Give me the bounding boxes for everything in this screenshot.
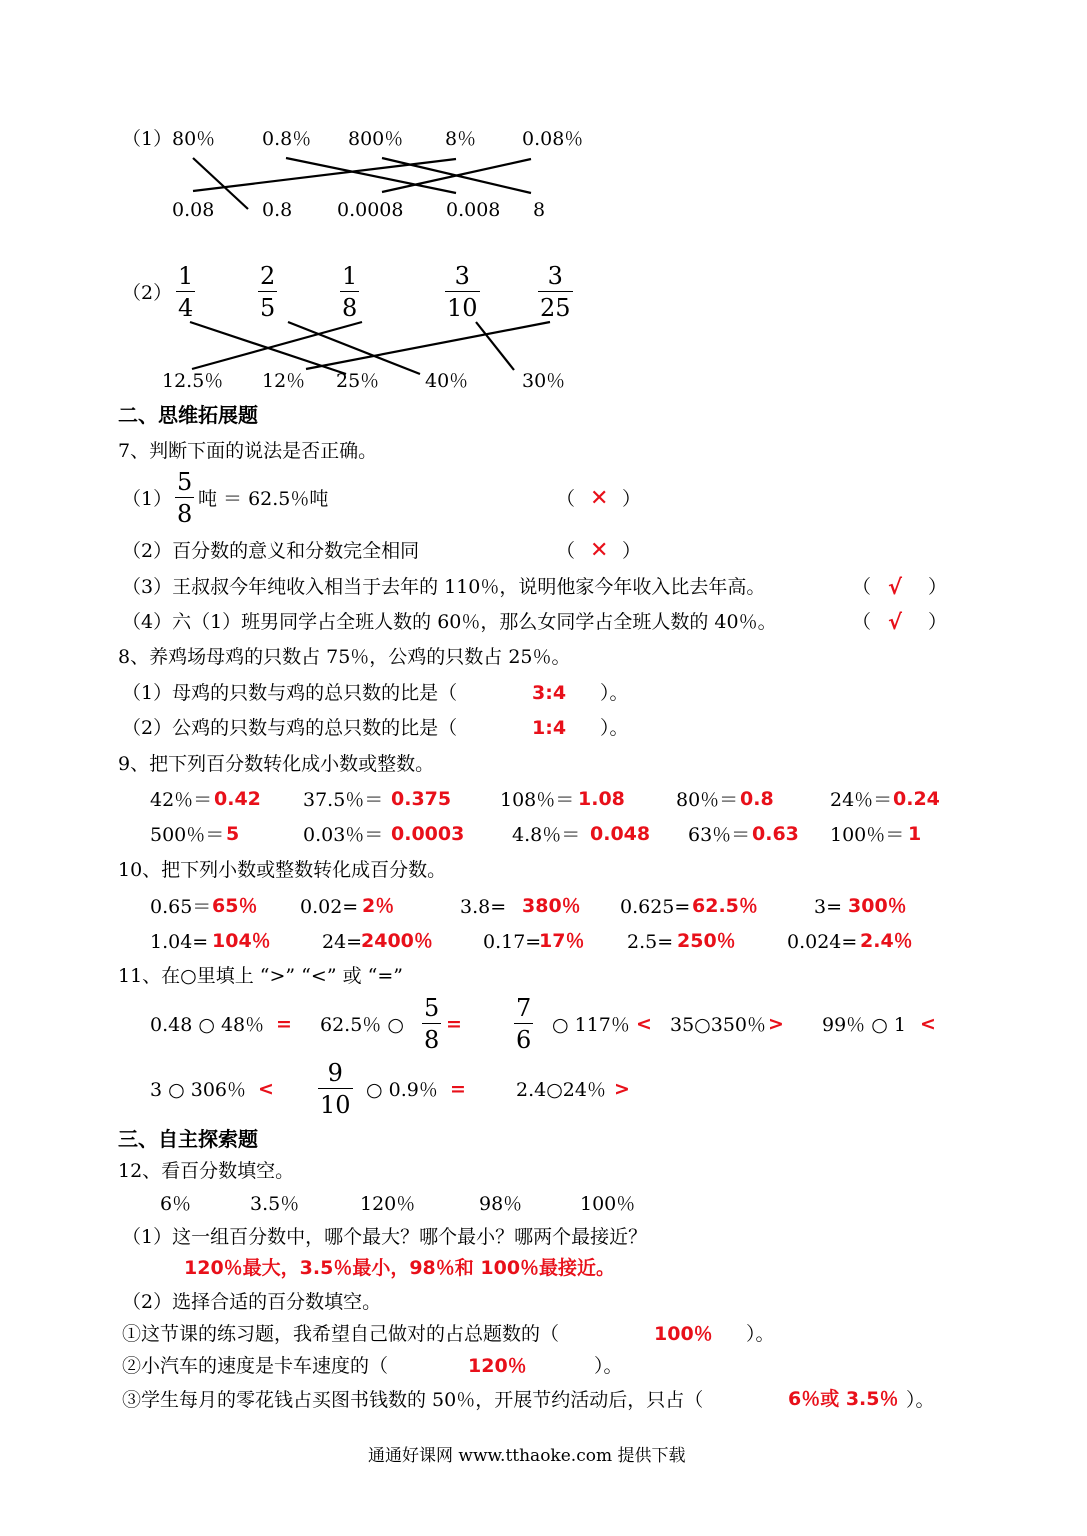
q7-item3-lparen: （ (852, 576, 872, 598)
match2-bottom-2: 12％ (262, 370, 306, 392)
match1-bottom-1: 0.08 (172, 199, 215, 221)
q11-c6: 3 ○ 306％ (150, 1079, 247, 1101)
q7-item1-label: （1） (122, 488, 173, 510)
match2-label: （2） (122, 282, 173, 304)
q8-item1-close: ）。 (600, 682, 629, 704)
match1-label: （1） (122, 128, 173, 150)
match1-bottom-5: 8 (533, 199, 546, 221)
footer-text: 通通好课网 www.tthaoke.com 提供下载 (368, 1446, 686, 1466)
q12-s3-text: ③学生每月的零花钱占买图书钱数的 50％，开展节约活动后，只占（ (122, 1389, 704, 1411)
q9-r1-5-answer: 0.24 (893, 788, 940, 810)
q11-c1: 0.48 ○ 48％ (150, 1014, 265, 1036)
q10-r2-4-answer: 250％ (677, 930, 736, 952)
q9-r1-3: 108％＝ (500, 789, 575, 811)
q11-c5: 99％ ○ 1 (822, 1014, 906, 1036)
q10-r1-5-answer: 300％ (848, 895, 907, 917)
match2-fraction-4: 3 10 (447, 262, 478, 322)
match2-fraction-5: 3 25 (540, 262, 571, 322)
q8-item1-text: （1）母鸡的只数与鸡的总只数的比是（ (122, 682, 458, 704)
match1-bottom-2: 0.8 (262, 199, 293, 221)
match2-bottom-3: 25％ (336, 370, 380, 392)
match2-bottom-5: 30％ (522, 370, 566, 392)
match2-bottom-1: 12.5％ (162, 370, 224, 392)
q10-r1-1-answer: 65％ (212, 895, 258, 917)
q7-item1-rparen: ） (622, 488, 642, 510)
match1-bottom-3: 0.0008 (337, 199, 404, 221)
q12-part2: （2）选择合适的百分数填空。 (122, 1291, 382, 1313)
q12-value-4: 98％ (479, 1193, 523, 1215)
match1-bottom-4: 0.008 (446, 199, 501, 221)
q7-item4-text: （4）六（1）班男同学占全班人数的 60％，那么女同学占全班人数的 40％。 (122, 611, 777, 633)
q11-c2-answer: = (446, 1013, 462, 1035)
q9-r1-4-answer: 0.8 (740, 788, 774, 810)
q7-item2-lparen: （ (556, 540, 576, 562)
q7-item1-answer-cross-icon: ✕ (590, 486, 609, 511)
q11-c7: ○ 0.9％ (366, 1079, 438, 1101)
q7-item4-answer-check-icon: √ (888, 610, 903, 634)
q10-r2-3-answer: 17％ (539, 930, 585, 952)
q11-title: 11、在○里填上 “>” “<” 或 “=” (118, 965, 403, 987)
q9-r1-4: 80％＝ (676, 789, 739, 811)
q7-item4-rparen: ） (928, 611, 948, 633)
q10-r2-5: 0.024= (787, 931, 858, 953)
q7-item2-text: （2）百分数的意义和分数完全相同 (122, 540, 420, 562)
q10-r2-2-answer: 2400％ (361, 930, 433, 952)
q12-s3-answer: 6％或 3.5％ (788, 1388, 899, 1410)
q11-c8: 2.4○24％ (516, 1079, 606, 1101)
section3-heading: 三、自主探索题 (118, 1127, 258, 1151)
q7-item3-text: （3）王叔叔今年纯收入相当于去年的 110％，说明他家今年收入比去年高。 (122, 576, 766, 598)
match1-top-4: 8％ (445, 128, 477, 150)
q11-c5-answer: < (920, 1013, 936, 1035)
q11-c3-answer: < (636, 1013, 652, 1035)
q10-r1-4: 0.625= (620, 896, 691, 918)
q11-c1-answer: = (276, 1013, 292, 1035)
match1-top-5: 0.08％ (522, 128, 584, 150)
q9-r1-3-answer: 1.08 (578, 788, 625, 810)
q7-title: 7、判断下面的说法是否正确。 (118, 440, 378, 462)
q11-c4: 35○350％ (670, 1014, 767, 1036)
q9-r2-3-answer: 0.048 (590, 823, 651, 845)
q11-c3-fraction: 7 6 (516, 994, 532, 1054)
q12-s2-answer: 120％ (468, 1355, 527, 1377)
match2-bottom-4: 40％ (425, 370, 469, 392)
q9-r1-5: 24％＝ (830, 789, 893, 811)
q10-r2-1: 1.04= (150, 931, 209, 953)
section2-heading: 二、思维拓展题 (118, 403, 258, 427)
match1-top-1: 80％ (172, 128, 216, 150)
q10-r2-2: 24= (322, 931, 363, 953)
q7-item4-lparen: （ (852, 611, 872, 633)
q12-value-3: 120％ (360, 1193, 416, 1215)
q12-part1-answer: 120％最大，3.5％最小，98％和 100％最接近。 (184, 1257, 616, 1279)
q12-s2-text: ②小汽车的速度是卡车速度的（ (122, 1355, 389, 1377)
q10-r1-2: 0.02= (300, 896, 359, 918)
q9-r1-1-answer: 0.42 (214, 788, 261, 810)
match2-fraction-1: 1 4 (178, 262, 194, 322)
q7-item1-text: 吨 ＝ 62.5％吨 (198, 488, 329, 510)
q10-r1-5: 3= (814, 896, 843, 918)
q9-r2-5-answer: 1 (908, 823, 922, 845)
q7-item1-lparen: （ (556, 488, 576, 510)
q9-r2-2: 0.03％＝ (303, 824, 384, 846)
q10-r2-4: 2.5= (627, 931, 674, 953)
q12-value-5: 100％ (580, 1193, 636, 1215)
q10-r1-3-answer: 380％ (522, 895, 581, 917)
q8-item2-close: ）。 (600, 717, 629, 739)
q12-s1-text: ①这节课的练习题，我希望自己做对的占总题数的（ (122, 1323, 560, 1345)
q11-c8-answer: > (614, 1078, 630, 1100)
q8-item1-answer: 3:4 (532, 682, 567, 704)
match2-fraction-2: 2 5 (260, 262, 276, 322)
q10-r1-2-answer: 2％ (362, 895, 395, 917)
q7-item3-rparen: ） (928, 576, 948, 598)
q9-r2-5: 100％＝ (830, 824, 905, 846)
q9-r1-1: 42％＝ (150, 789, 213, 811)
q12-s1-answer: 100％ (654, 1323, 713, 1345)
match2-fraction-3: 1 8 (342, 262, 358, 322)
q7-item3-answer-check-icon: √ (888, 575, 903, 599)
q10-r1-1: 0.65＝ (150, 896, 212, 918)
q9-title: 9、把下列百分数转化成小数或整数。 (118, 753, 435, 775)
q12-s1-close: ）。 (746, 1323, 775, 1345)
q11-c4-answer: > (768, 1013, 784, 1035)
q9-r2-2-answer: 0.0003 (391, 823, 465, 845)
q7-item1-fraction: 5 8 (177, 468, 193, 528)
q12-part1: （1）这一组百分数中，哪个最大？哪个最小？哪两个最接近？ (122, 1226, 648, 1248)
q8-title: 8、养鸡场母鸡的只数占 75％，公鸡的只数占 25％。 (118, 646, 571, 668)
q12-s3-close: ）。 (906, 1389, 935, 1411)
match1-top-3: 800％ (348, 128, 404, 150)
q10-r2-1-answer: 104％ (212, 930, 271, 952)
q7-item2-answer-cross-icon: ✕ (590, 538, 609, 563)
q11-c2-fraction: 5 8 (424, 994, 440, 1054)
q12-value-2: 3.5％ (250, 1193, 300, 1215)
q10-r1-3: 3.8= (460, 896, 507, 918)
q11-c6-answer: < (258, 1078, 274, 1100)
q9-r1-2: 37.5％＝ (303, 789, 384, 811)
q9-r2-4: 63％＝ (688, 824, 751, 846)
q12-title: 12、看百分数填空。 (118, 1160, 295, 1182)
q10-r2-3: 0.17= (483, 931, 542, 953)
q11-c2: 62.5％ ○ (320, 1014, 404, 1036)
match1-top-2: 0.8％ (262, 128, 312, 150)
q9-r2-1: 500％＝ (150, 824, 225, 846)
q11-c7-answer: = (450, 1078, 466, 1100)
q9-r2-1-answer: 5 (226, 823, 240, 845)
q10-r2-5-answer: 2.4％ (860, 930, 913, 952)
q7-item2-rparen: ） (622, 540, 642, 562)
q11-c7-fraction: 9 10 (320, 1059, 351, 1119)
q12-s2-close: ）。 (594, 1355, 623, 1377)
q9-r2-3: 4.8％＝ (512, 824, 581, 846)
q9-r1-2-answer: 0.375 (391, 788, 452, 810)
q11-c3: ○ 117％ (552, 1014, 630, 1036)
q10-r1-4-answer: 62.5％ (692, 895, 758, 917)
q8-item2-text: （2）公鸡的只数与鸡的总只数的比是（ (122, 717, 458, 739)
q9-r2-4-answer: 0.63 (752, 823, 799, 845)
q10-title: 10、把下列小数或整数转化成百分数。 (118, 859, 447, 881)
q12-value-1: 6％ (160, 1193, 192, 1215)
q8-item2-answer: 1:4 (532, 717, 567, 739)
